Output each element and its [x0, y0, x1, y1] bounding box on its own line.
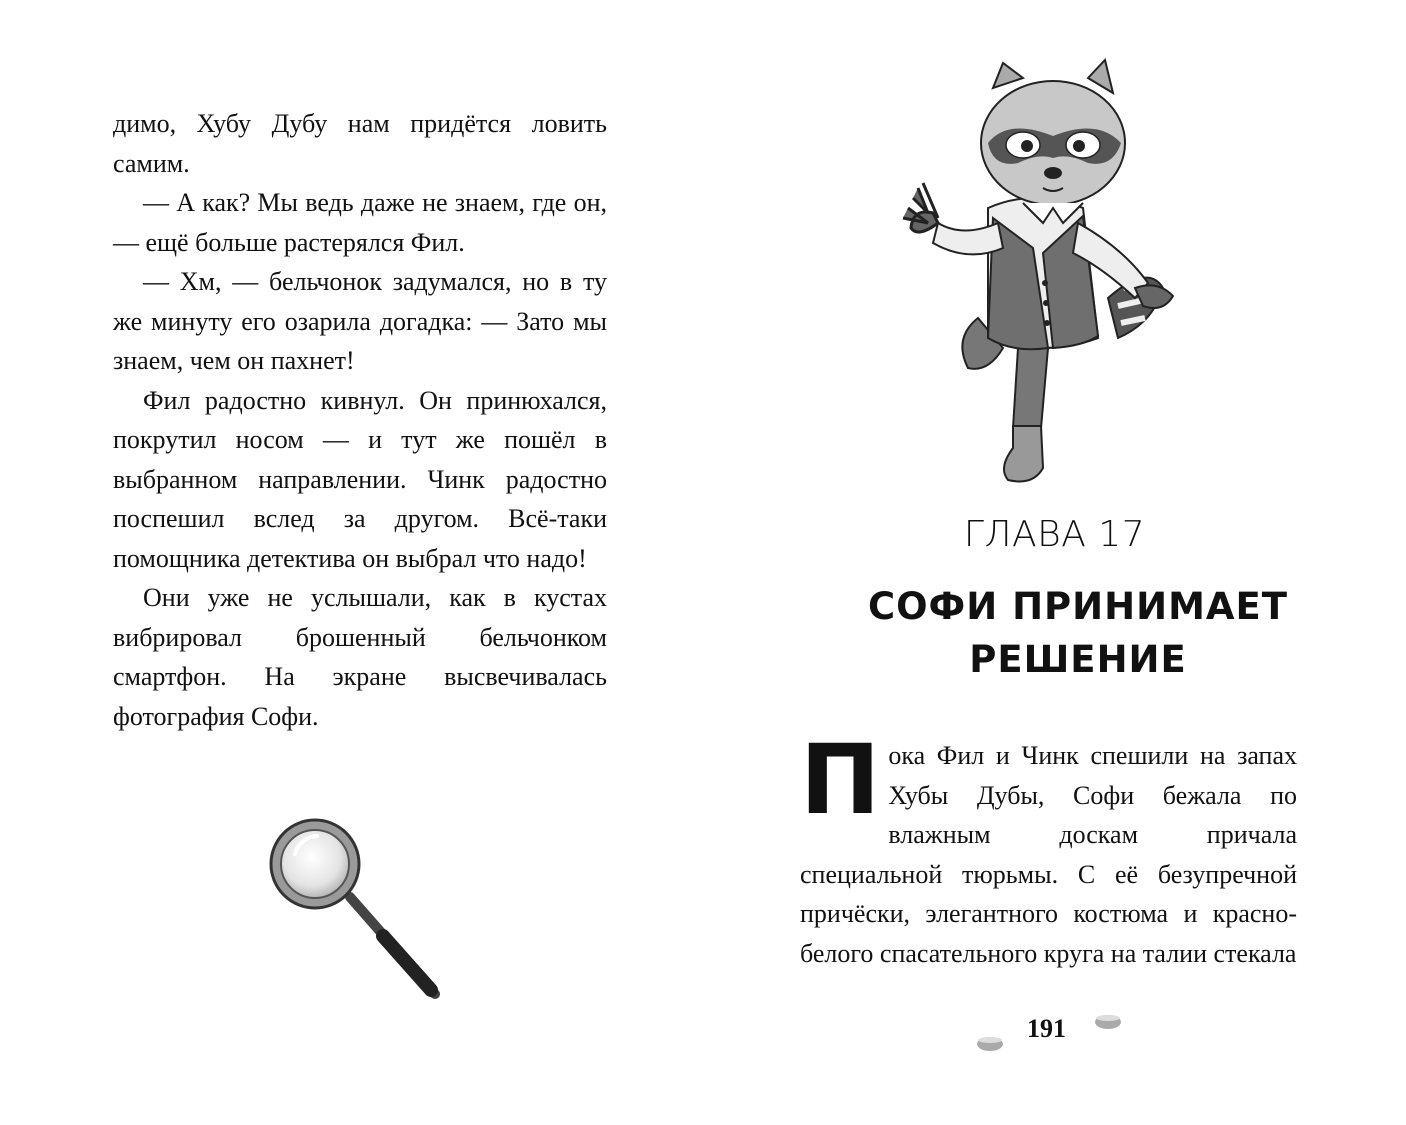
paragraph: — А как? Мы ведь даже не знаем, где он, — ещё больше растерялся Фил. [113, 188, 607, 257]
paragraph: Фил радостно кивнул. Он принюхался, покрутил носом — и тут же пошёл в выбранном направлении. Чинк радостно поспешил вслед за другом. Всё-таки помощника детектива он выбрал что надо! [113, 385, 607, 573]
paw-print-icon [973, 1030, 1007, 1052]
raccoon-detective-illustration [883, 48, 1213, 498]
paragraph: ока Фил и Чинк спешили на запах Хубы Дубы, Софи бежала по влажным доскам причала специальной тюрьмы. С её безупречной причёски, элегантного костюма и красно-белого спасательного круга на талии стекала [800, 741, 1297, 968]
right-page [703, 0, 1406, 1125]
chapter-title: СОФИ ПРИНИМАЕТ РЕШЕНИЕ [867, 585, 1289, 681]
paw-print-icon [1091, 1008, 1125, 1030]
chapter-number: ГЛАВА 17 [963, 514, 1146, 555]
magnifying-glass-icon [265, 812, 445, 1002]
left-page-text [113, 104, 607, 736]
drop-cap: П [800, 724, 881, 836]
right-page-text [800, 724, 1297, 973]
page-footer [973, 1008, 1133, 1058]
paragraph: димо, Хубу Дубу нам придётся ловить самим. [113, 109, 607, 178]
paragraph: Они уже не услышали, как в кустах вибрировал брошенный бельчонком смартфон. На экране высвечивалась фотография Софи. [113, 583, 607, 731]
paragraph: — Хм, — бельчонок задумался, но в ту же минуту его озарила догадка: — Зато мы знаем, чем он пахнет! [113, 267, 607, 375]
page-number: 191 [1027, 1014, 1066, 1043]
